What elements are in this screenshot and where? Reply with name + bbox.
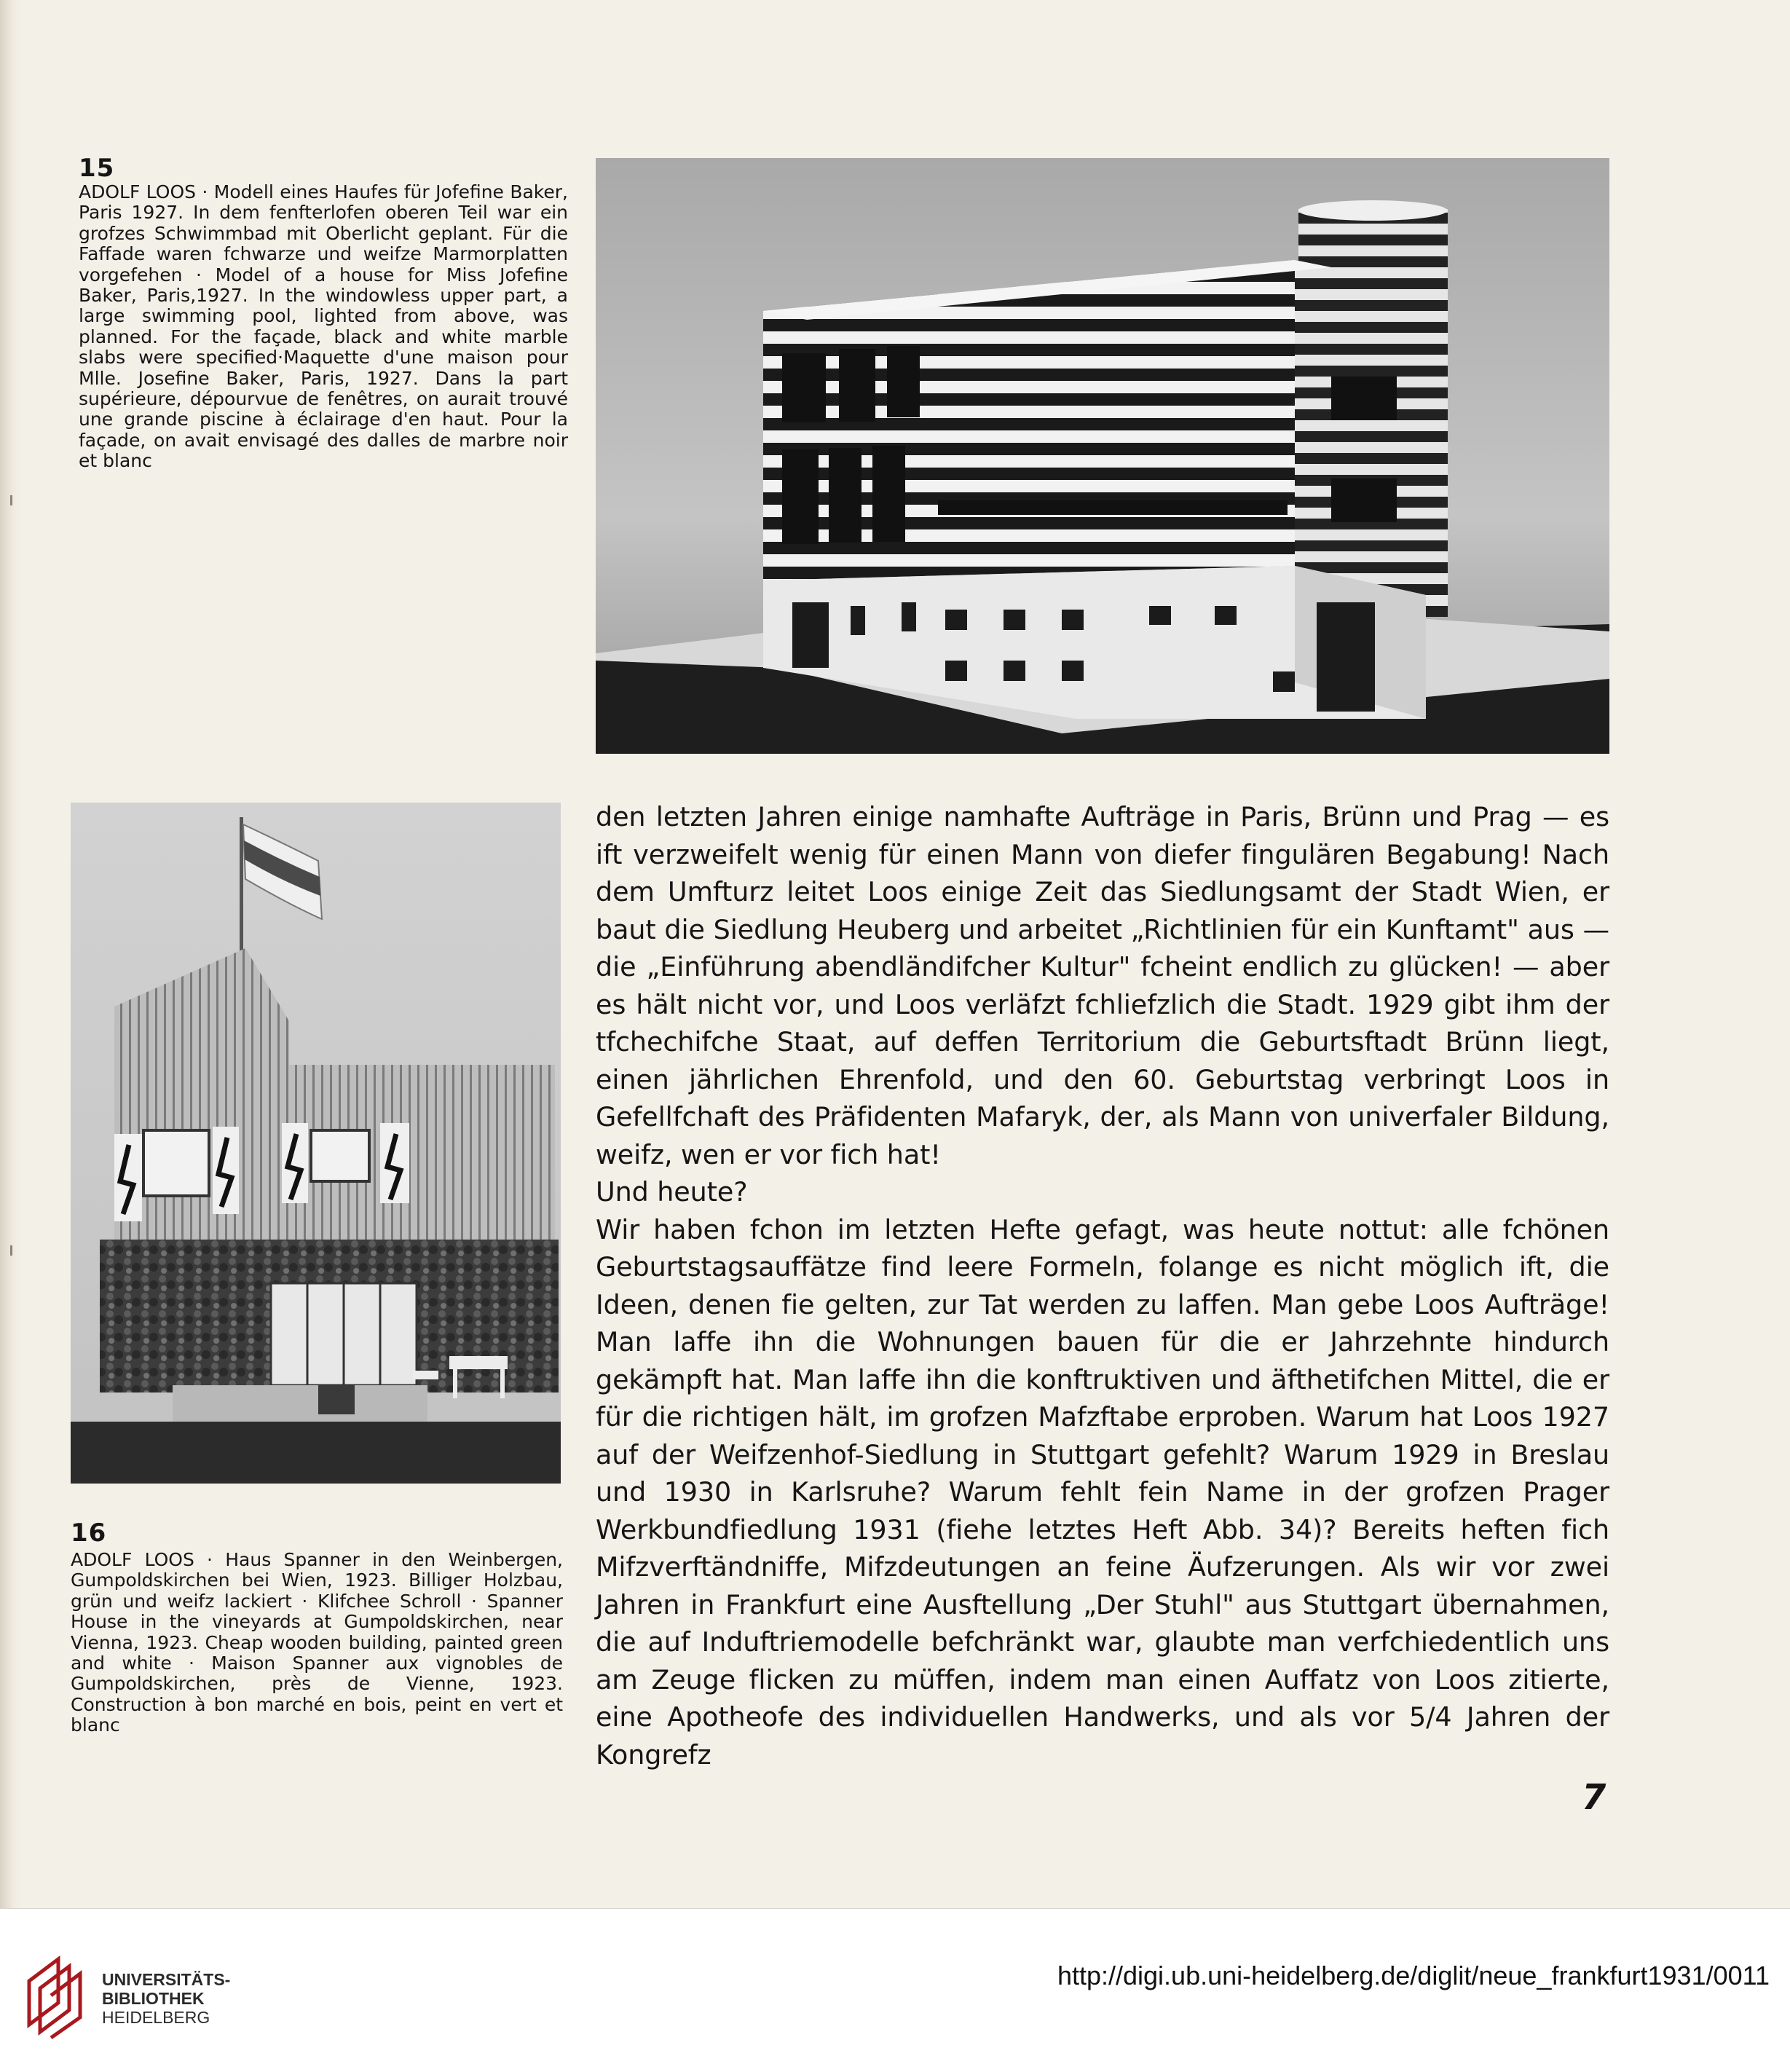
ub-heidelberg-logo-icon[interactable] [22,1952,102,2039]
model-house-josefine-baker-photo [596,158,1609,754]
page-number: 7 [1582,1777,1606,1818]
article-paragraph: Wir haben fchon im letzten Hefte gefagt, was heute nottut: alle fchönen Geburtstagsauffätze find leere Formeln, folange es nicht möglich ift, die Ideen, denen fie gelten, zur Tat werden zu laffen. Man gebe Loos Aufträge! Man laffe ihn die Wohnungen bauen für die er Jahrzehnte hindurch gekämpft hat. Man laffe ihn die konftruktiven und äfthetifchen Mittel, die er für die richtigen hält, im grofzen Mafzftabe erproben. Warum hat Loos 1927 auf der Weifzenhof-Siedlung in Stuttgart gefehlt? Warum 1929 in Breslau und 1930 in Karlsruhe? Warum fehlt fein Name in der grofzen Prager Werkbundfiedlung 1931 (fiehe letztes Heft Abb. 34)? Bereits heften fich Mifzverftändniffe, Mifzdeutungen an feine Äufzerungen. Als wir vor zwei Jahren in Frankfurt eine Ausftellung „Der Stuhl" aus Stuttgart übernahmen, die auf Induftriemodelle befchränkt war, glaubte man verfchiedentlich uns am Zeuge flicken zu müffen, indem man einen Auffatz von Loos zitierte, eine Apotheofe des individuellen Handwerks, und als vor 5/4 Jahren der Kongrefz [596,1213,1609,1770]
library-name-line: BIBLIOTHEK [102,1989,205,2008]
library-name-line: HEIDELBERG [102,2008,210,2027]
figure-16-caption: ADOLF LOOS · Haus Spanner in den Weinbergen, Gumpoldskirchen bei Wien, 1923. Billiger Holzbau, grün und weifz lackiert · Klifchee Schroll · Spanner House in the vineyards at Gumpoldskirchen, near Vienna, 1923. Cheap wooden building, painted green and white · Maison Spanner aux vignobles de Gumpoldskirchen, près de Vienne, 1923. Construction à bon marché en bois, peint en vert et blanc [71,1549,563,1736]
book-spine-shadow [0,0,22,1908]
haus-spanner-photo [71,803,561,1484]
article-paragraph: den letzten Jahren einige namhafte Aufträge in Paris, Brünn und Prag — es ift verzweifelt wenig für einen Mann von diefer fingulären Begabung! Nach dem Umfturz leitet Loos einige Zeit das Siedlungsamt der Stadt Wien, er baut die Siedlung Heuberg und arbeitet „Richtlinien für ein Kunftamt" aus — die „Einführung abendländifcher Kultur" fcheint endlich zu glücken! — aber es hält nicht vor, und Loos verläfzt fchliefzlich die Stadt. 1929 gibt ihm der tfchechifche Staat, auf deffen Territorium die Geburtsftadt Brünn liegt, einen jährlichen Ehrenfold, und den 60. Geburtstag verbringt Loos in Gefellfchaft des Präfidenten Mafaryk, der, als Mann von univerfaler Bildung, weifz, wen er vor fich hat! [596,801,1609,1170]
source-url-link[interactable]: http://digi.ub.uni-heidelberg.de/diglit/neue_frankfurt1931/0011 [1057,1961,1770,1990]
article-paragraph: Und heute? [596,1176,748,1208]
library-name [102,1970,230,2027]
library-name-line: UNIVERSITÄTS- [102,1970,231,1989]
figure-16-number: 16 [71,1518,107,1548]
spine-mark [10,1245,12,1256]
figure-15-caption: ADOLF LOOS · Modell eines Haufes für Jofefine Baker, Paris 1927. In dem fenfterlofen oberen Teil war ein grofzes Schwimmbad mit Oberlicht geplant. Für die Faffade waren fchwarze und weifze Marmorplatten vorgefehen · Model of a house for Miss Jofefine Baker, Paris,1927. In the windowless upper part, a large swimming pool, lighted from above, was planned. For the façade, black and white marble slabs were specified·Maquette d'une maison pour Mlle. Josefine Baker, Paris, 1927. Dans la part supérieure, dépourvue de fenêtres, on aurait trouvé une grande piscine à éclairage d'en haut. Pour la façade, on avait envisagé des dalles de marbre noir et blanc [79,181,568,472]
spine-mark [10,495,12,505]
article-body [596,798,1609,1773]
figure-15-number: 15 [79,154,115,183]
